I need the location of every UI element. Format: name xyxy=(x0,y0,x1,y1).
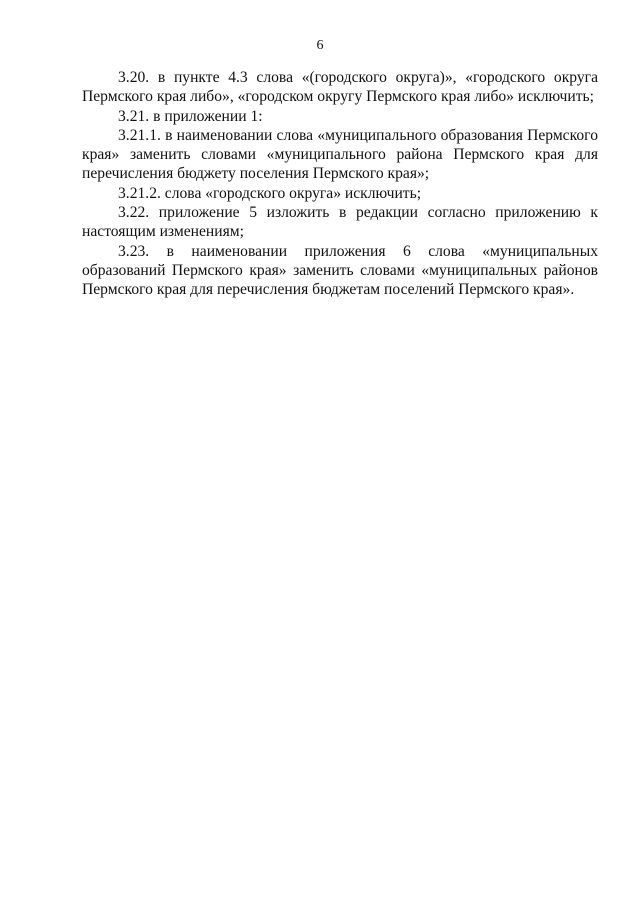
paragraph-3-21-2: 3.21.2. слова «городского округа» исключить; xyxy=(118,184,422,202)
paragraph-3-20: 3.20. в пункте 4.3 слова «(городского округа)», «городского округа Пермского края либо», «городском округу Пермского края либо» исключить; xyxy=(82,69,598,106)
document-body xyxy=(82,68,598,300)
page-number: 6 xyxy=(316,38,324,53)
paragraph-3-22: 3.22. приложение 5 изложить в редакции согласно приложению к настоящим изменениям; xyxy=(82,204,598,241)
paragraph-3-21-1: 3.21.1. в наименовании слова «муниципального образования Пермского края» заменить словами «муниципального района Пермского края для перечисления бюджету поселения Пермского края»; xyxy=(82,126,598,183)
paragraph-3-23: 3.23. в наименовании приложения 6 слова «муниципальных образований Пермского края» заменить словами «муниципальных районов Пермского края для перечисления бюджетам поселений Пермского края». xyxy=(82,242,598,299)
paragraph-3-21: 3.21. в приложении 1: xyxy=(118,107,263,125)
